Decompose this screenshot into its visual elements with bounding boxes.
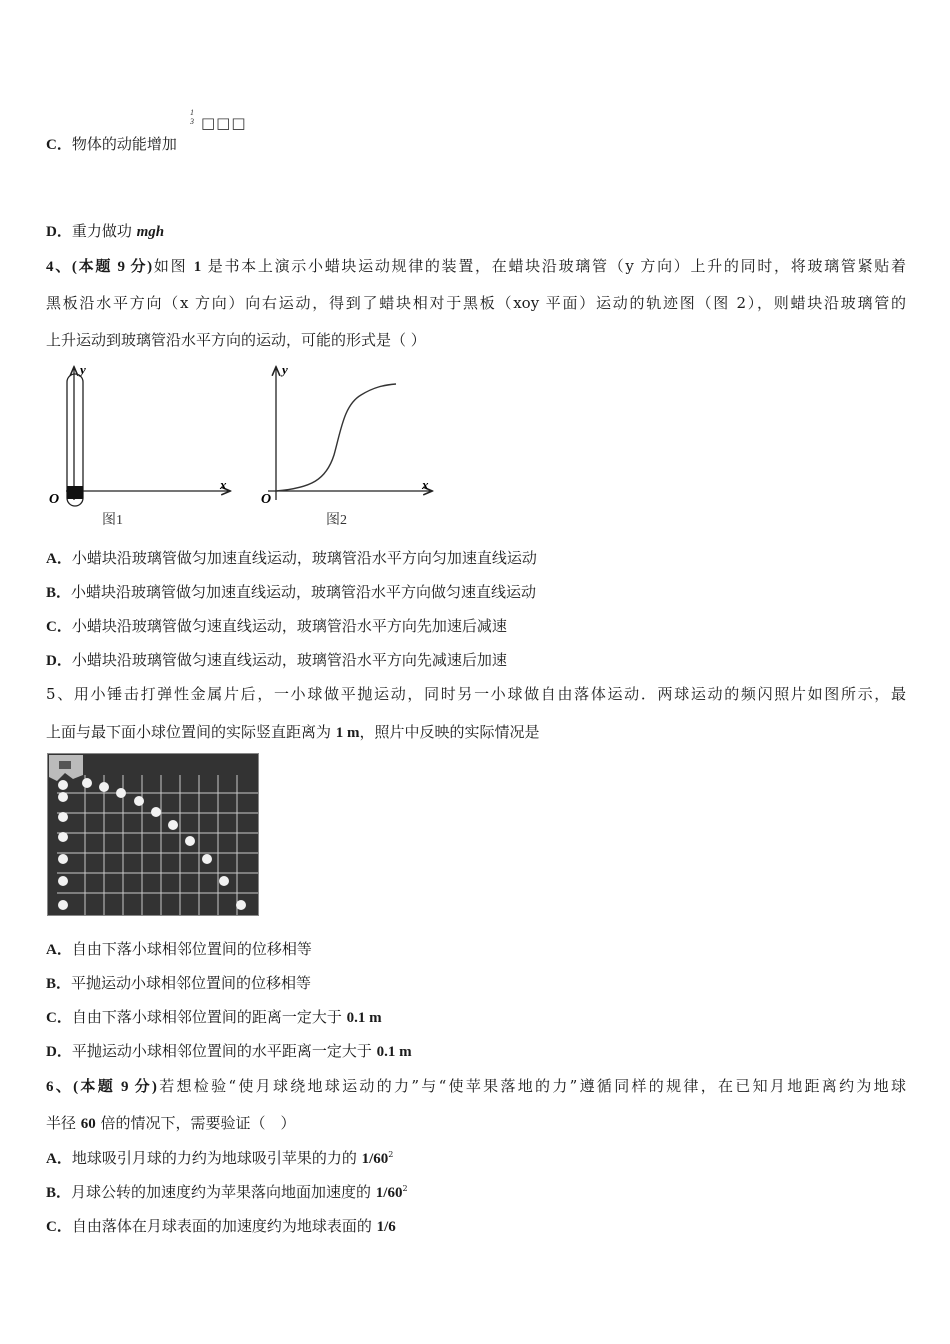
q6-option-a: A．地球吸引月球的力约为地球吸引苹果的力的 $1/60^2$ (46, 1149, 394, 1167)
q6-stem-line-1: 6、(本题 9 分)若想检验“使月球绕地球运动的力”与“使苹果落地的力”遵循同样的规律，在已知月地距离约为地球 (46, 1077, 906, 1095)
origin-label: O (49, 492, 60, 507)
origin-label: O (261, 492, 272, 507)
q3-option-d (46, 221, 164, 242)
q5-option-c: C．自由下落小球相邻位置间的距离一定大于 0.1 m (46, 1008, 382, 1026)
x-axis-label: x (220, 477, 227, 492)
q4-stem-line-1: 4、(本题 9 分)如图 1 是书本上演示小蜡块运动规律的装置，在蜡块沿玻璃管（y 方向）上升的同时，将玻璃管紧贴着 (46, 257, 906, 275)
trajectory-curve (276, 384, 396, 491)
q4-option-c: C．小蜡块沿玻璃管做匀速直线运动，玻璃管沿水平方向先加速后减速 (46, 617, 507, 635)
question-number: 6、 (46, 1079, 74, 1095)
figure-2 (256, 360, 446, 530)
option-text: 物体的动能增加 (71, 135, 177, 153)
question-score: (本题 9 分) (73, 1079, 157, 1095)
question-number: 4、 (46, 259, 72, 275)
q4-stem-line-2: 黑板沿水平方向（x 方向）向右运动，得到了蜡块相对于黑板（xoy 平面）运动的轨迹图（图 2），则蜡块沿玻璃管的 (46, 294, 906, 312)
option-text: 重力做功 (71, 222, 137, 240)
q4-stem-line-3: 上升运动到玻璃管沿水平方向的运动，可能的形式是（ ） (46, 331, 426, 349)
q6-option-b: B．月球公转的加速度约为苹果落向地面加速度的 $1/60^2$ (46, 1183, 408, 1201)
q4-option-d: D．小蜡块沿玻璃管做匀速直线运动，玻璃管沿水平方向先减速后加速 (46, 651, 507, 669)
wax-block (67, 486, 83, 499)
missing-glyph-boxes: □□□ (201, 114, 247, 132)
x-axis-label: x (422, 477, 429, 492)
y-axis-label: y (80, 362, 86, 377)
q5-stem-line-2: 上面与最下面小球位置间的实际竖直距离为 1 m，照片中反映的实际情况是 (46, 723, 540, 741)
fraction-one-third: 1 3 (190, 108, 194, 126)
q3-option-c (46, 134, 177, 155)
figure-1 (44, 360, 244, 530)
y-axis-label: y (282, 362, 288, 377)
q6-stem-line-2: 半径 60 倍的情况下，需要验证（ ） (46, 1114, 296, 1132)
figure-caption: 图2 (326, 513, 347, 528)
q5-option-d: D．平抛运动小球相邻位置间的水平距离一定大于 0.1 m (46, 1042, 412, 1060)
formula-mgh: mgh (136, 224, 165, 240)
q5-option-a: A．自由下落小球相邻位置间的位移相等 (46, 940, 312, 958)
option-label: D． (46, 224, 72, 240)
q5-stem-line-1: 5、用小锤击打弹性金属片后，一小球做平抛运动，同时另一小球做自由落体运动．两球运动的频闪照片如图所示，最 (46, 685, 906, 703)
option-label: C． (46, 137, 72, 153)
q4-option-b: B．小蜡块沿玻璃管做匀加速直线运动，玻璃管沿水平方向做匀速直线运动 (46, 583, 537, 601)
question-score: (本题 9 分) (71, 259, 153, 275)
q5-option-b: B．平抛运动小球相邻位置间的位移相等 (46, 974, 312, 992)
strobe-photo (47, 753, 259, 916)
figure-caption: 图1 (102, 513, 123, 528)
q6-option-c: C．自由落体在月球表面的加速度约为地球表面的 1/6 (46, 1217, 396, 1235)
q4-option-a: A．小蜡块沿玻璃管做匀加速直线运动，玻璃管沿水平方向匀加速直线运动 (46, 549, 537, 567)
